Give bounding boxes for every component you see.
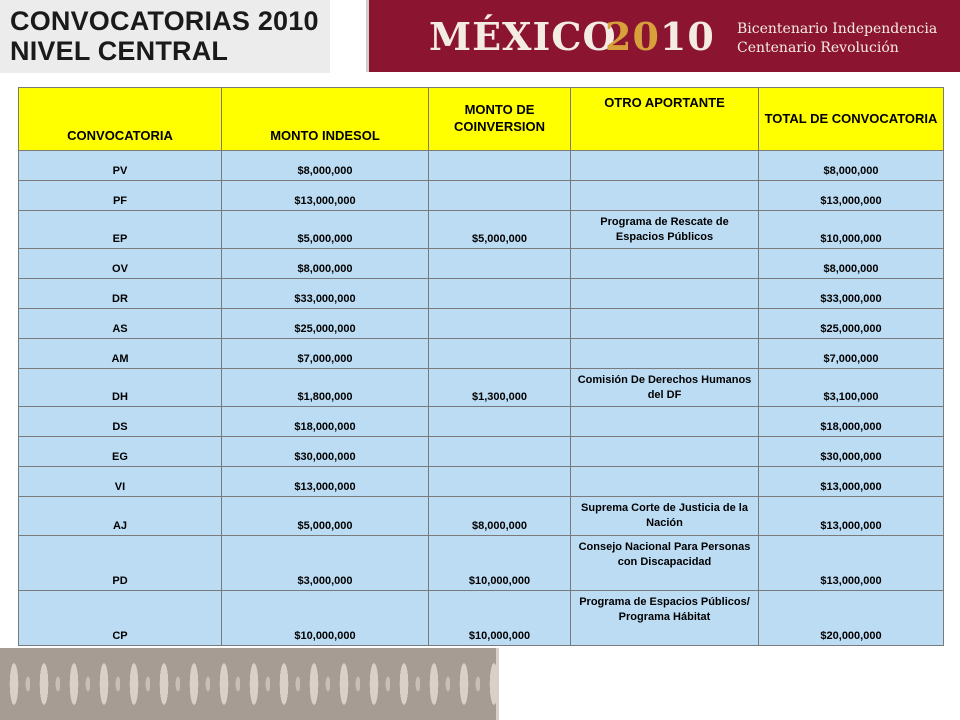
cell-total: $13,000,000: [759, 536, 944, 591]
cell-monto-coinversion: [429, 279, 571, 309]
cell-monto-indesol: $25,000,000: [222, 309, 429, 339]
cell-otro-aportante: [571, 181, 759, 211]
convocatorias-table: [18, 87, 944, 646]
cell-convocatoria: PF: [19, 181, 222, 211]
cell-convocatoria: OV: [19, 249, 222, 279]
cell-monto-indesol: $13,000,000: [222, 181, 429, 211]
cell-otro-aportante: [571, 279, 759, 309]
cell-otro-aportante: Programa de Rescate de Espacios Públicos: [571, 211, 759, 249]
column-header-otro-aportante: OTRO APORTANTE: [571, 88, 759, 151]
cell-total: $13,000,000: [759, 467, 944, 497]
column-header-convocatoria: CONVOCATORIA: [19, 88, 222, 151]
cell-otro-aportante: Consejo Nacional Para Personas con Discapacidad: [571, 536, 759, 591]
table-row: [19, 339, 944, 369]
cell-convocatoria: PV: [19, 151, 222, 181]
cell-monto-indesol: $3,000,000: [222, 536, 429, 591]
cell-monto-coinversion: [429, 339, 571, 369]
cell-otro-aportante: [571, 249, 759, 279]
table-row: [19, 536, 944, 591]
cell-convocatoria: DH: [19, 369, 222, 407]
pattern-divider: [496, 648, 499, 720]
cell-monto-indesol: $7,000,000: [222, 339, 429, 369]
cell-total: $18,000,000: [759, 407, 944, 437]
cell-otro-aportante: [571, 437, 759, 467]
cell-otro-aportante: [571, 407, 759, 437]
cell-monto-coinversion: $10,000,000: [429, 536, 571, 591]
cell-total: $10,000,000: [759, 211, 944, 249]
table-row: [19, 249, 944, 279]
cell-otro-aportante: [571, 151, 759, 181]
cell-convocatoria: DS: [19, 407, 222, 437]
cell-otro-aportante: Programa de Espacios Públicos/ Programa Hábitat: [571, 591, 759, 646]
cell-monto-coinversion: $1,300,000: [429, 369, 571, 407]
table-row: [19, 369, 944, 407]
cell-monto-coinversion: [429, 249, 571, 279]
cell-otro-aportante: Suprema Corte de Justicia de la Nación: [571, 497, 759, 536]
table-row: [19, 211, 944, 249]
cell-monto-coinversion: [429, 407, 571, 437]
cell-monto-coinversion: $10,000,000: [429, 591, 571, 646]
cell-monto-indesol: $18,000,000: [222, 407, 429, 437]
cell-total: $30,000,000: [759, 437, 944, 467]
table-row: [19, 591, 944, 646]
cell-convocatoria: AM: [19, 339, 222, 369]
tagline-line-2: Centenario Revolución: [737, 40, 899, 56]
cell-total: $13,000,000: [759, 497, 944, 536]
logo-year-part-1: 20: [605, 14, 660, 59]
logo-year: [605, 15, 715, 59]
cell-total: $13,000,000: [759, 181, 944, 211]
cell-monto-coinversion: [429, 437, 571, 467]
cell-convocatoria: PD: [19, 536, 222, 591]
column-header-monto-coinversion: MONTO DE COINVERSION: [429, 88, 571, 151]
table-row: [19, 407, 944, 437]
cell-total: $8,000,000: [759, 151, 944, 181]
cell-monto-indesol: $30,000,000: [222, 437, 429, 467]
cell-total: $25,000,000: [759, 309, 944, 339]
cell-monto-indesol: $8,000,000: [222, 249, 429, 279]
cell-otro-aportante: [571, 339, 759, 369]
tagline-line-1: Bicentenario Independencia: [737, 21, 938, 37]
cell-monto-indesol: $10,000,000: [222, 591, 429, 646]
banner-tagline: [737, 20, 937, 58]
cell-total: $33,000,000: [759, 279, 944, 309]
cell-total: $3,100,000: [759, 369, 944, 407]
table-row: [19, 151, 944, 181]
cell-monto-coinversion: [429, 151, 571, 181]
title-line-1: CONVOCATORIAS 2010: [10, 6, 319, 36]
cell-otro-aportante: [571, 309, 759, 339]
cell-monto-coinversion: $8,000,000: [429, 497, 571, 536]
decorative-pattern-band: [0, 648, 496, 720]
cell-convocatoria: AJ: [19, 497, 222, 536]
cell-monto-indesol: $33,000,000: [222, 279, 429, 309]
logo-year-part-2: 10: [659, 14, 715, 59]
table-row: [19, 181, 944, 211]
cell-monto-indesol: $13,000,000: [222, 467, 429, 497]
cell-convocatoria: VI: [19, 467, 222, 497]
cell-total: $20,000,000: [759, 591, 944, 646]
cell-convocatoria: EP: [19, 211, 222, 249]
cell-monto-indesol: $5,000,000: [222, 497, 429, 536]
table-header-row: [19, 88, 944, 151]
table-row: [19, 497, 944, 536]
cell-monto-indesol: $8,000,000: [222, 151, 429, 181]
cell-monto-coinversion: [429, 309, 571, 339]
cell-otro-aportante: Comisión De Derechos Humanos del DF: [571, 369, 759, 407]
column-header-monto-indesol: MONTO INDESOL: [222, 88, 429, 151]
table-row: [19, 467, 944, 497]
cell-total: $8,000,000: [759, 249, 944, 279]
cell-monto-indesol: $1,800,000: [222, 369, 429, 407]
cell-convocatoria: EG: [19, 437, 222, 467]
cell-convocatoria: AS: [19, 309, 222, 339]
logo-word: MÉXICO: [429, 14, 617, 59]
table-row: [19, 437, 944, 467]
table-row: [19, 279, 944, 309]
cell-total: $7,000,000: [759, 339, 944, 369]
cell-monto-indesol: $5,000,000: [222, 211, 429, 249]
page-title: [0, 0, 330, 73]
column-header-total: TOTAL DE CONVOCATORIA: [759, 88, 944, 151]
cell-monto-coinversion: [429, 181, 571, 211]
table-row: [19, 309, 944, 339]
cell-convocatoria: CP: [19, 591, 222, 646]
cell-monto-coinversion: $5,000,000: [429, 211, 571, 249]
title-line-2: NIVEL CENTRAL: [10, 36, 229, 66]
cell-otro-aportante: [571, 467, 759, 497]
mexico-2010-banner: [369, 0, 960, 72]
cell-monto-coinversion: [429, 467, 571, 497]
cell-convocatoria: DR: [19, 279, 222, 309]
